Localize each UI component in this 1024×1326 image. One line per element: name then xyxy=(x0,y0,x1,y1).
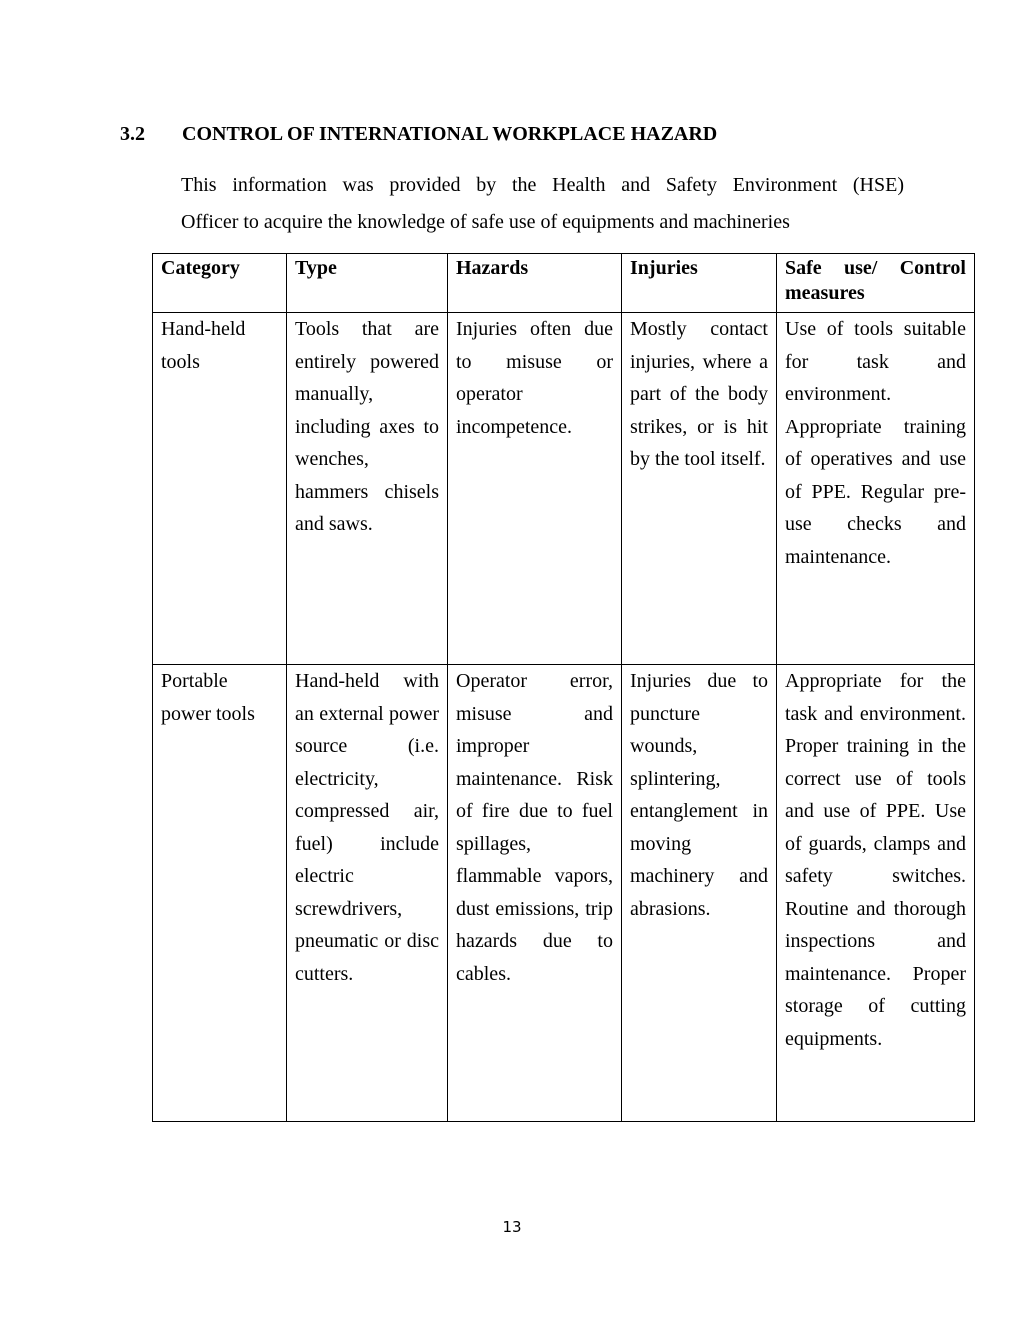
cell-control-measures: Use of tools suitable for task and environment. Appropriate training of operatives and use of PPE. Regular pre-use checks and maintenance. xyxy=(777,313,975,665)
page-number: 13 xyxy=(502,1218,522,1236)
intro-line-1: This information was provided by the Health and Safety Environment (HSE) xyxy=(181,174,904,196)
hazard-control-table xyxy=(152,253,975,1122)
cell-hazards: Injuries often due to misuse or operator incompetence. xyxy=(448,313,622,665)
header-injuries: Injuries xyxy=(622,254,777,313)
cell-injuries: Mostly contact injuries, where a part of the body strikes, or is hit by the tool itself. xyxy=(622,313,777,665)
cell-type: Tools that are entirely powered manually, including axes to wenches, hammers chisels and saws. xyxy=(287,313,448,665)
header-category: Category xyxy=(153,254,287,313)
table-header-row xyxy=(153,254,975,313)
cell-category: Hand-held tools xyxy=(153,313,287,665)
cell-category: Portable power tools xyxy=(153,665,287,1122)
intro-paragraph xyxy=(181,167,904,241)
cell-hazards: Operator error, misuse and improper maintenance. Risk of fire due to fuel spillages, flammable vapors, dust emissions, trip hazards due to cables. xyxy=(448,665,622,1122)
section-heading xyxy=(120,120,717,148)
section-title: CONTROL OF INTERNATIONAL WORKPLACE HAZARD xyxy=(182,123,718,145)
cell-injuries: Injuries due to puncture wounds, splintering, entanglement in moving machinery and abrasions. xyxy=(622,665,777,1122)
intro-line-2: Officer to acquire the knowledge of safe use of equipments and machineries xyxy=(181,211,790,233)
cell-control-measures: Appropriate for the task and environment. Proper training in the correct use of tools and use of PPE. Use of guards, clamps and safety switches. Routine and thorough inspections and maintenance. Proper storage of cutting equipments. xyxy=(777,665,975,1122)
table-row xyxy=(153,313,975,665)
header-hazards: Hazards xyxy=(448,254,622,313)
header-type: Type xyxy=(287,254,448,313)
cell-type: Hand-held with an external power source (i.e. electricity, compressed air, fuel) include electric screwdrivers, pneumatic or disc cutters. xyxy=(287,665,448,1122)
header-control-measures: Safe use/ Control measures xyxy=(777,254,975,313)
section-number: 3.2 xyxy=(120,123,145,145)
table-row xyxy=(153,665,975,1122)
